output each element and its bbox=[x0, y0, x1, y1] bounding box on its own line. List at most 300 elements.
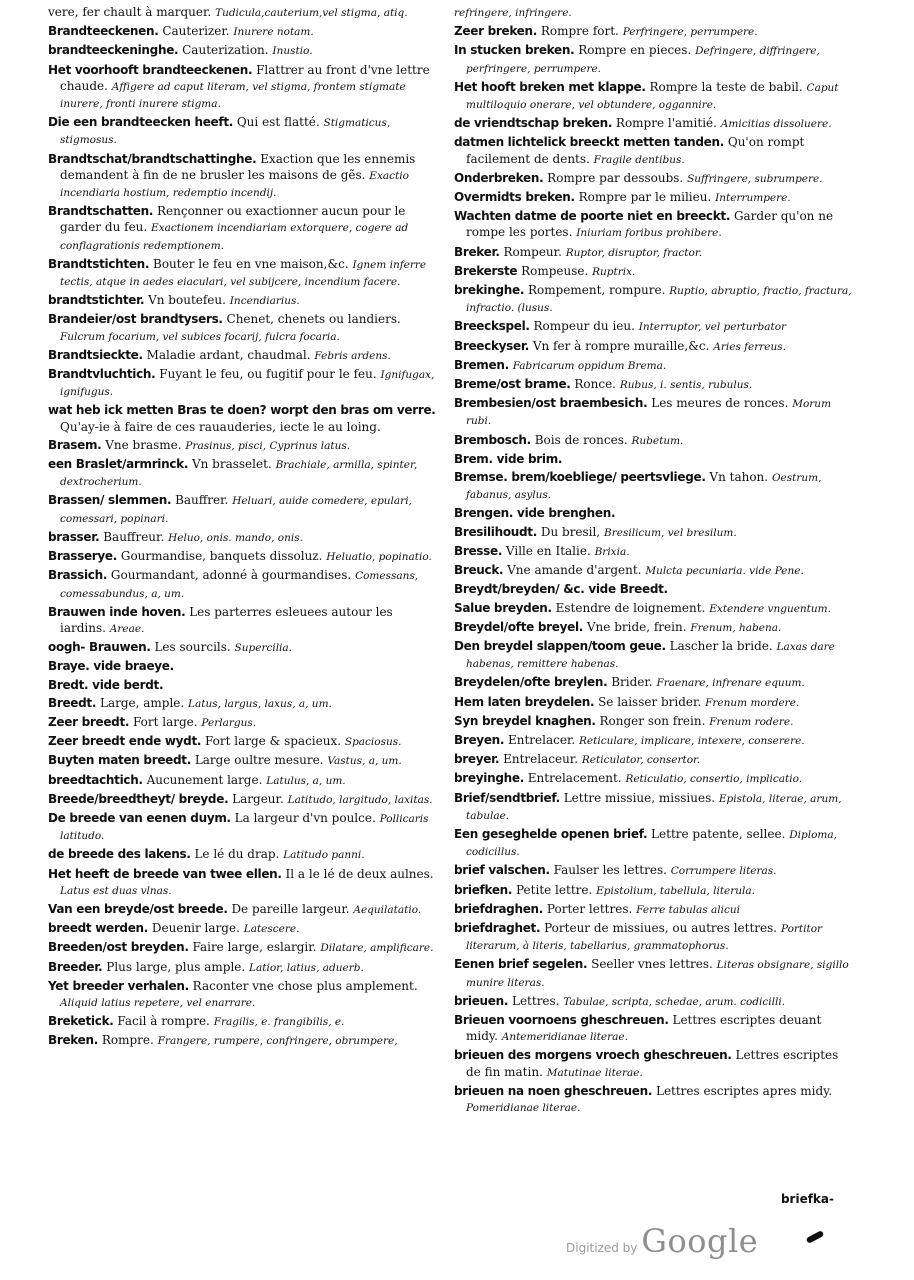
headword: Brekerste bbox=[454, 263, 518, 278]
headword: Brassich. bbox=[48, 568, 108, 583]
latin-gloss: Rubetum. bbox=[631, 434, 684, 447]
dictionary-entry bbox=[48, 366, 440, 400]
ink-mark bbox=[806, 1230, 825, 1244]
digitized-by-watermark bbox=[566, 1222, 758, 1260]
dictionary-entry bbox=[454, 993, 852, 1010]
headword: Breken. bbox=[48, 1033, 99, 1048]
latin-gloss: Pomeridianae literae. bbox=[466, 1101, 581, 1114]
latin-gloss: Perlargus. bbox=[201, 716, 257, 729]
headword: Zeer breken. bbox=[454, 24, 538, 39]
dictionary-entry bbox=[48, 772, 440, 789]
french-gloss: Fort large. bbox=[132, 714, 198, 729]
french-gloss: Faire large, eslargir. bbox=[192, 940, 317, 955]
french-gloss: Lettres escriptes de fin matin. bbox=[466, 1048, 839, 1079]
dictionary-entry bbox=[48, 714, 440, 731]
french-gloss: Seeller vnes lettres. bbox=[591, 957, 713, 972]
headword: de vriendtschap breken. bbox=[454, 116, 613, 131]
headword: Breyen. bbox=[454, 732, 505, 747]
latin-gloss: Interruptor, vel perturbator bbox=[638, 321, 787, 334]
dictionary-entry bbox=[48, 939, 440, 956]
french-gloss: Vn boutefeu. bbox=[148, 293, 226, 308]
latin-gloss: Perfringere, perrumpere. bbox=[622, 26, 758, 39]
dictionary-entry bbox=[48, 62, 440, 113]
dictionary-entry bbox=[48, 292, 440, 309]
headword: brasser. bbox=[48, 529, 100, 544]
headword: brekinghe. bbox=[454, 283, 525, 298]
dictionary-entry bbox=[454, 862, 852, 879]
headword: Brandtschat/brandtschattinghe. bbox=[48, 151, 257, 166]
latin-gloss: Suffringere, subrumpere. bbox=[687, 172, 823, 185]
latin-gloss: Inustio. bbox=[272, 45, 313, 58]
french-gloss: Lettre patente, sellee. bbox=[651, 826, 786, 841]
latin-gloss: Latulus, a, um. bbox=[266, 774, 346, 787]
headword: Die een brandteecken heeft. bbox=[48, 115, 234, 130]
latin-gloss: Vastus, a, um. bbox=[327, 755, 402, 768]
headword: Brasserye. bbox=[48, 549, 118, 564]
latin-gloss: Comessans, comessabundus, a, um. bbox=[60, 570, 419, 600]
headword: In stucken breken. bbox=[454, 43, 575, 58]
dictionary-entry bbox=[454, 732, 852, 749]
dictionary-entry bbox=[454, 170, 852, 187]
dictionary-entry bbox=[48, 846, 440, 863]
headword: Brandeier/ost brandtysers. bbox=[48, 312, 223, 327]
headword: de breede des lakens. bbox=[48, 847, 191, 862]
headword: Breeckspel. bbox=[454, 319, 530, 334]
headword: Het hooft breken met klappe. bbox=[454, 79, 646, 94]
headword: Een geseghelde openen brief. bbox=[454, 826, 648, 841]
latin-gloss: Spaciosus. bbox=[344, 736, 402, 749]
latin-gloss: Fragile dentibus. bbox=[593, 153, 685, 166]
headword: Breeder. bbox=[48, 959, 103, 974]
headword: wat heb ick metten Bras te doen? worpt den bras om verre. bbox=[48, 403, 436, 418]
latin-gloss: Heluo, onis. mando, onis. bbox=[168, 531, 303, 544]
headword: Bredt. vide berdt. bbox=[48, 677, 164, 692]
latin-gloss: Frenum, habena. bbox=[690, 621, 782, 634]
latin-gloss: Prasinus, pisci, Cyprinus latus. bbox=[185, 439, 351, 452]
headword: Breeckyser. bbox=[454, 338, 530, 353]
headword: Bresse. bbox=[454, 543, 503, 558]
latin-gloss: Brixia. bbox=[594, 545, 630, 558]
headword: Brandtstichten. bbox=[48, 256, 150, 271]
latin-gloss: Latescere. bbox=[243, 923, 300, 936]
headword: Van een breyde/ost breede. bbox=[48, 901, 228, 916]
latin-gloss: Matutinae literae. bbox=[546, 1066, 643, 1079]
latin-gloss: Areae. bbox=[109, 622, 145, 635]
headword: brieuen des morgens vroech gheschreuen. bbox=[454, 1048, 732, 1063]
dictionary-entry bbox=[48, 959, 440, 976]
headword: Zeer breedt ende wydt. bbox=[48, 734, 202, 749]
dictionary-entry bbox=[48, 1013, 440, 1030]
headword: Braye. vide braeye. bbox=[48, 659, 174, 674]
french-gloss: Rompeur du ieu. bbox=[533, 319, 635, 334]
headword: Overmidts breken. bbox=[454, 190, 575, 205]
headword: briefdraghet. bbox=[454, 920, 541, 935]
french-gloss: Entrelacer. bbox=[508, 732, 576, 747]
headword: Het heeft de breede van twee ellen. bbox=[48, 866, 282, 881]
latin-gloss: Ruptor, disruptor, fractor. bbox=[565, 246, 703, 259]
dictionary-entry bbox=[454, 395, 852, 429]
headword: brief valschen. bbox=[454, 863, 550, 878]
dictionary-entry bbox=[454, 901, 852, 918]
french-gloss: Rençonner ou exactionner aucun pour le garder du feu. bbox=[60, 204, 406, 235]
headword: briefdraghen. bbox=[454, 901, 544, 916]
french-gloss: Bauffrer. bbox=[175, 493, 229, 508]
french-gloss: Estendre de loignement. bbox=[555, 600, 706, 615]
headword: Hem laten breydelen. bbox=[454, 694, 595, 709]
latin-gloss: Frenum mordere. bbox=[705, 696, 800, 709]
right-column bbox=[454, 4, 852, 1118]
dictionary-entry bbox=[454, 42, 852, 76]
dictionary-entry bbox=[454, 524, 852, 541]
french-gloss: De pareille largeur. bbox=[231, 901, 350, 916]
latin-gloss: Affigere ad caput literam, vel stigma, frontem stigmate inurere, fronti inurere stigma. bbox=[60, 80, 406, 111]
dictionary-entry bbox=[48, 151, 440, 202]
french-gloss: Vne brasme. bbox=[105, 437, 182, 452]
dictionary-entry bbox=[454, 674, 852, 691]
headword: Brembosch. bbox=[454, 432, 531, 447]
dictionary-entry bbox=[48, 810, 440, 844]
headword: Brassen/ slemmen. bbox=[48, 493, 172, 508]
dictionary-entry bbox=[454, 826, 852, 860]
headword: Breme/ost brame. bbox=[454, 377, 571, 392]
headword: Breede/breedtheyt/ breyde. bbox=[48, 791, 229, 806]
french-gloss: Maladie ardant, chaudmal. bbox=[146, 347, 311, 362]
french-gloss: Fort large & spacieux. bbox=[204, 734, 342, 749]
headword: Zeer breedt. bbox=[48, 714, 130, 729]
latin-gloss: Exactio incendiaria hostium, redemptio incendij. bbox=[60, 169, 409, 200]
dictionary-entry bbox=[454, 338, 852, 355]
french-gloss: Porter lettres. bbox=[546, 901, 633, 916]
french-gloss: Les meures de ronces. bbox=[651, 396, 789, 411]
latin-gloss: Interrumpere. bbox=[715, 192, 791, 205]
latin-gloss: Ruptrix. bbox=[592, 265, 636, 278]
headword: brieuen na noen gheschreuen. bbox=[454, 1083, 653, 1098]
dictionary-entry bbox=[454, 432, 852, 449]
latin-gloss: Exactionem incendiariam extorquere, cogere ad conflagrationis redemptionem. bbox=[60, 222, 409, 252]
dictionary-entry bbox=[454, 79, 852, 113]
french-gloss: Cauterizer. bbox=[162, 24, 230, 39]
latin-gloss: Amicitias dissoluere. bbox=[720, 118, 832, 131]
headword: Bremse. brem/koebliege/ peertsvliege. bbox=[454, 470, 706, 485]
latin-gloss: Fabricarum oppidum Brema. bbox=[512, 359, 667, 372]
headword: Brandtvluchtich. bbox=[48, 367, 156, 382]
french-gloss: Vn brasselet. bbox=[191, 457, 272, 472]
headword: Brieuen voornoens gheschreuen. bbox=[454, 1012, 669, 1027]
dictionary-entry bbox=[454, 376, 852, 393]
french-gloss: Chenet, chenets ou landiers. bbox=[226, 312, 401, 327]
dictionary-entry bbox=[48, 23, 440, 40]
dictionary-entry bbox=[454, 1012, 852, 1045]
french-gloss: Vne amande d'argent. bbox=[507, 563, 642, 578]
dictionary-entry bbox=[454, 115, 852, 132]
dictionary-entry bbox=[48, 437, 440, 454]
headword: breyer. bbox=[454, 752, 500, 767]
watermark-prefix: Digitized by bbox=[566, 1241, 638, 1255]
latin-gloss: Portitor literarum, à literis, tabellarius, grammatophorus. bbox=[466, 922, 823, 953]
latin-gloss: Heluari, auide comedere, epulari, comessari, popinari. bbox=[60, 495, 412, 525]
french-gloss: Entrelaceur. bbox=[503, 752, 579, 767]
dictionary-entry bbox=[454, 505, 852, 521]
french-gloss: vere, fer chault à marquer. bbox=[48, 5, 212, 19]
latin-gloss: Ruptio, abruptio, fractio, fractura, infractio. (lusus. bbox=[466, 285, 852, 315]
dictionary-entry bbox=[454, 600, 852, 617]
french-gloss: Qu'on rompt facilement de dents. bbox=[466, 135, 805, 166]
latin-gloss: Defringere, diffringere, perfringere, perrumpere. bbox=[466, 45, 820, 75]
dictionary-entry bbox=[454, 4, 852, 21]
headword: Brandtsieckte. bbox=[48, 347, 143, 362]
latin-gloss: Fraenare, infrenare equum. bbox=[656, 677, 805, 690]
dictionary-entry bbox=[454, 469, 852, 503]
headword: Brengen. vide brenghen. bbox=[454, 506, 616, 521]
latin-gloss: Aries ferreus. bbox=[713, 340, 787, 353]
latin-gloss: Reticulare, implicare, intexere, conserere. bbox=[579, 734, 805, 747]
headword: Brembesien/ost braembesich. bbox=[454, 396, 648, 411]
headword: brandteeckeninghe. bbox=[48, 43, 179, 58]
latin-gloss: Diploma, codicillus. bbox=[466, 828, 837, 859]
headword: Bresilihoudt. bbox=[454, 524, 538, 539]
french-gloss: Rompre. bbox=[101, 1033, 154, 1048]
latin-gloss: Ignifugax, ignifugus. bbox=[60, 369, 435, 399]
dictionary-entry bbox=[454, 357, 852, 374]
french-gloss: Lascher la bride. bbox=[669, 638, 773, 653]
french-gloss: Du bresil, bbox=[540, 524, 601, 539]
dictionary-entry bbox=[48, 311, 440, 344]
dictionary-entry bbox=[454, 638, 852, 672]
french-gloss: Fuyant le feu, ou fugitif pour le feu. bbox=[159, 367, 377, 382]
dictionary-entry bbox=[454, 770, 852, 787]
dictionary-entry bbox=[454, 451, 852, 467]
dictionary-entry bbox=[48, 114, 440, 148]
headword: Den breydel slappen/toom geue. bbox=[454, 638, 666, 653]
french-gloss: Lettre missiue, missiues. bbox=[563, 790, 716, 805]
dictionary-entry bbox=[48, 347, 440, 364]
french-gloss: Faulser les lettres. bbox=[553, 863, 667, 878]
latin-gloss: Bresilicum, vel bresilum. bbox=[604, 526, 737, 539]
dictionary-entry bbox=[48, 402, 440, 434]
dictionary-entry bbox=[454, 562, 852, 579]
latin-gloss: Ignem inferre tectis, atque in aedes eiaculari, vel subijcere, incendium facere. bbox=[60, 258, 427, 289]
french-gloss: Lettres escriptes apres midy. bbox=[655, 1083, 833, 1098]
latin-gloss: Reticulatio, consertio, implicatio. bbox=[625, 773, 803, 786]
latin-gloss: Epistolium, tabellula, literula. bbox=[596, 884, 755, 897]
latin-gloss: Aliquid latius repetere, vel enarrare. bbox=[60, 996, 256, 1009]
dictionary-entry bbox=[454, 543, 852, 560]
french-gloss: Plus large, plus ample. bbox=[106, 959, 246, 974]
dictionary-entry bbox=[48, 4, 440, 21]
dictionary-entry bbox=[454, 1083, 852, 1116]
dictionary-entry bbox=[48, 677, 440, 693]
french-gloss: Il a le lé de deux aulnes. bbox=[285, 866, 434, 881]
headword: brandtstichter. bbox=[48, 293, 145, 308]
latin-gloss: Stigmaticus, stigmosus. bbox=[60, 117, 391, 147]
french-gloss: Gourmandant, adonné à gourmandises. bbox=[110, 568, 352, 583]
french-gloss: Ronger son frein. bbox=[599, 713, 706, 728]
headword: briefken. bbox=[454, 882, 513, 897]
dictionary-entry bbox=[48, 548, 440, 565]
dictionary-entry bbox=[48, 920, 440, 937]
headword: Breeden/ost breyden. bbox=[48, 940, 189, 955]
french-gloss: Qu'ay-ie à faire de ces rauauderies, iecte le au loing. bbox=[60, 419, 381, 434]
latin-gloss: Heluatio, popinatio. bbox=[326, 551, 432, 564]
headword: brieuen. bbox=[454, 993, 509, 1008]
headword: Yet breeder verhalen. bbox=[48, 978, 189, 993]
french-gloss: Rompre par le milieu. bbox=[578, 190, 712, 205]
french-gloss: Rompre la teste de babil. bbox=[649, 79, 803, 94]
french-gloss: Bois de ronces. bbox=[534, 432, 628, 447]
latin-gloss: Latitudo, largitudo, laxitas. bbox=[287, 793, 433, 806]
french-gloss: Garder qu'on ne rompe les portes. bbox=[466, 209, 834, 240]
headword: Brandteeckenen. bbox=[48, 24, 159, 39]
headword: Brief/sendtbrief. bbox=[454, 790, 560, 805]
latin-gloss: Fragilis, e. frangibilis, e. bbox=[213, 1016, 345, 1029]
dictionary-entry bbox=[48, 456, 440, 490]
french-gloss: Ville en Italie. bbox=[505, 543, 591, 558]
headword: Eenen brief segelen. bbox=[454, 957, 588, 972]
french-gloss: Ronce. bbox=[574, 377, 616, 392]
headword: breedtachtich. bbox=[48, 772, 143, 787]
french-gloss: Brider. bbox=[611, 675, 653, 690]
dictionary-entry bbox=[48, 567, 440, 601]
headword: breedt werden. bbox=[48, 921, 149, 936]
headword: Brauwen inde hoven. bbox=[48, 604, 186, 619]
dictionary-entry bbox=[454, 134, 852, 167]
latin-gloss: refringere, infringere. bbox=[454, 7, 572, 19]
dictionary-entry bbox=[48, 42, 440, 59]
french-gloss: Lettres. bbox=[511, 993, 560, 1008]
headword: Breketick. bbox=[48, 1014, 114, 1029]
french-gloss: Flattrer au front d'vne lettre chaude. bbox=[60, 62, 430, 93]
dictionary-entry bbox=[454, 23, 852, 40]
latin-gloss: Aequilatatio. bbox=[353, 903, 422, 916]
google-logo: Google bbox=[641, 1222, 759, 1260]
dictionary-entry bbox=[48, 203, 440, 254]
latin-gloss: Febris ardens. bbox=[314, 349, 391, 362]
latin-gloss: Iniuriam foribus prohibere. bbox=[576, 227, 722, 240]
headword: Brasem. bbox=[48, 437, 102, 452]
french-gloss: Vne bride, frein. bbox=[586, 619, 687, 634]
french-gloss: Rompre en pieces. bbox=[578, 43, 692, 58]
french-gloss: Entrelacement. bbox=[527, 771, 622, 786]
latin-gloss: Frangere, rumpere, confringere, obrumpere, bbox=[157, 1035, 398, 1048]
french-gloss: Large, ample. bbox=[99, 695, 185, 710]
latin-gloss: Rubus, i. sentis, rubulus. bbox=[619, 379, 753, 392]
dictionary-entry bbox=[454, 790, 852, 824]
french-gloss: Qui est flatté. bbox=[236, 115, 320, 130]
dictionary-entry bbox=[454, 920, 852, 954]
french-gloss: Rompement, rompure. bbox=[527, 283, 666, 298]
french-gloss: La largeur d'vn poulce. bbox=[234, 810, 376, 825]
french-gloss: Gourmandise, banquets dissoluz. bbox=[120, 549, 323, 564]
latin-gloss: Supercilia. bbox=[234, 642, 293, 655]
dictionary-entry bbox=[454, 751, 852, 768]
latin-gloss: Reticulator, consertor. bbox=[581, 754, 701, 767]
french-gloss: Les parterres esleuees autour les iardins. bbox=[60, 604, 393, 635]
latin-gloss: Extendere vnguentum. bbox=[709, 602, 831, 615]
french-gloss: Se laisser brider. bbox=[598, 694, 702, 709]
french-gloss: Rompre fort. bbox=[540, 24, 619, 39]
headword: Onderbreken. bbox=[454, 170, 544, 185]
headword: Het voorhooft brandteeckenen. bbox=[48, 62, 253, 77]
dictionary-entry bbox=[454, 1047, 852, 1080]
french-gloss: Bauffreur. bbox=[103, 529, 165, 544]
dictionary-entry bbox=[48, 529, 440, 546]
dictionary-entry bbox=[48, 658, 440, 674]
french-gloss: Exaction que les ennemis demandent à fin de ne brusler les maisons de gẽs. bbox=[60, 151, 416, 182]
latin-gloss: Mulcta pecuniaria. vide Pene. bbox=[645, 565, 804, 578]
left-column bbox=[48, 4, 440, 1052]
latin-gloss: Incendiarius. bbox=[229, 295, 300, 308]
dictionary-entry bbox=[454, 189, 852, 206]
headword: een Braslet/armrinck. bbox=[48, 457, 189, 472]
latin-gloss: Fulcrum focarium, vel subices focarij, fulcra focaria. bbox=[60, 330, 340, 343]
french-gloss: Raconter vne chose plus amplement. bbox=[192, 978, 418, 993]
french-gloss: Vn fer à rompre muraille,&c. bbox=[532, 338, 710, 353]
french-gloss: Vn tahon. bbox=[709, 470, 769, 485]
dictionary-entry bbox=[48, 791, 440, 808]
headword: Breedt. bbox=[48, 695, 97, 710]
french-gloss: Largeur. bbox=[232, 791, 284, 806]
latin-gloss: Latus, largus, laxus, a, um. bbox=[188, 697, 332, 710]
latin-gloss: Frenum rodere. bbox=[709, 715, 794, 728]
headword: De breede van eenen duym. bbox=[48, 810, 231, 825]
dictionary-entry bbox=[48, 695, 440, 712]
french-gloss: Les sourcils. bbox=[154, 640, 231, 655]
french-gloss: Rompre l'amitié. bbox=[615, 116, 717, 131]
french-gloss: Porteur de missiues, ou autres lettres. bbox=[544, 920, 778, 935]
dictionary-entry bbox=[48, 866, 440, 899]
headword: breyinghe. bbox=[454, 771, 524, 786]
latin-gloss: Latus est duas vlnas. bbox=[60, 884, 172, 897]
french-gloss: Large oultre mesure. bbox=[194, 753, 324, 768]
headword: Breydelen/ofte breylen. bbox=[454, 675, 608, 690]
french-gloss: Deuenir large. bbox=[151, 921, 240, 936]
headword: datmen lichtelick breeckt metten tanden. bbox=[454, 135, 725, 150]
latin-gloss: Antemeridianae literae. bbox=[501, 1031, 628, 1044]
dictionary-entry bbox=[454, 882, 852, 899]
dictionary-entry bbox=[48, 639, 440, 656]
latin-gloss: Pollicaris latitudo. bbox=[60, 812, 429, 843]
headword: Buyten maten breedt. bbox=[48, 753, 191, 768]
french-gloss: Rompeuse. bbox=[521, 263, 589, 278]
latin-gloss: Ferre tabulas alicui bbox=[636, 903, 740, 916]
french-gloss: Bouter le feu en vne maison,&c. bbox=[153, 256, 349, 271]
headword: Salue breyden. bbox=[454, 600, 552, 615]
french-gloss: Rompeur. bbox=[503, 244, 562, 259]
latin-gloss: Tudicula,cauterium,vel stigma, atiq. bbox=[215, 7, 408, 19]
headword: Wachten datme de poorte niet en breeckt. bbox=[454, 209, 731, 224]
french-gloss: Cauterization. bbox=[182, 43, 269, 58]
dictionary-entry bbox=[454, 694, 852, 711]
french-gloss: Rompre par dessoubs. bbox=[547, 170, 684, 185]
latin-gloss: Laxas dare habenas, remittere habenas. bbox=[466, 640, 835, 671]
latin-gloss: Inurere notam. bbox=[233, 26, 314, 39]
latin-gloss: Caput multiloquio onerare, vel obtundere, oggannire. bbox=[466, 81, 839, 112]
dictionary-entry bbox=[454, 956, 852, 990]
french-gloss: Facil à rompre. bbox=[117, 1014, 210, 1029]
latin-gloss: Morum rubi. bbox=[466, 398, 832, 428]
headword: Breuck. bbox=[454, 563, 504, 578]
dictionary-entry bbox=[48, 604, 440, 637]
french-gloss: Lettres escriptes deuant midy. bbox=[466, 1012, 822, 1044]
dictionary-entry bbox=[48, 492, 440, 526]
dictionary-entry bbox=[454, 713, 852, 730]
latin-gloss: Dilatare, amplificare. bbox=[320, 942, 434, 955]
dictionary-entry bbox=[48, 752, 440, 769]
dictionary-entry bbox=[48, 733, 440, 750]
latin-gloss: Brachiale, armilla, spinter, dextrocherium. bbox=[60, 459, 418, 489]
dictionary-entry bbox=[454, 263, 852, 280]
dictionary-entry bbox=[48, 1032, 440, 1049]
